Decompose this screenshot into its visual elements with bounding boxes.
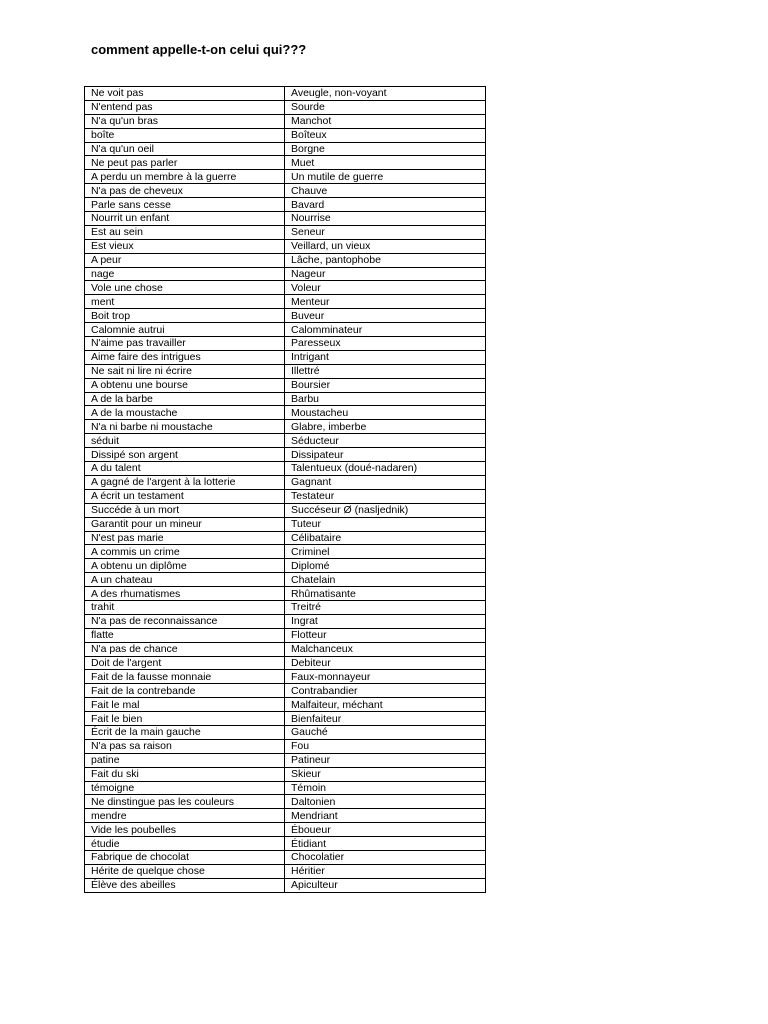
term-cell: Nageur bbox=[285, 267, 486, 281]
table-row bbox=[85, 337, 486, 351]
page-title: comment appelle-t-on celui qui??? bbox=[91, 42, 307, 57]
table-row bbox=[85, 864, 486, 878]
term-cell: Seneur bbox=[285, 225, 486, 239]
description-cell: A de la barbe bbox=[85, 392, 285, 406]
description-cell: A obtenu une bourse bbox=[85, 378, 285, 392]
table-row bbox=[85, 809, 486, 823]
table-row bbox=[85, 670, 486, 684]
description-cell: Élève des abeilles bbox=[85, 878, 285, 892]
table-row bbox=[85, 823, 486, 837]
term-cell: Moustacheu bbox=[285, 406, 486, 420]
table-row bbox=[85, 475, 486, 489]
table-row bbox=[85, 87, 486, 101]
table-row bbox=[85, 878, 486, 892]
description-cell: A commis un crime bbox=[85, 545, 285, 559]
table-row bbox=[85, 545, 486, 559]
description-cell: Parle sans cesse bbox=[85, 198, 285, 212]
description-cell: N'aime pas travailler bbox=[85, 337, 285, 351]
table-row bbox=[85, 170, 486, 184]
term-cell: Témoin bbox=[285, 781, 486, 795]
term-cell: Diplomé bbox=[285, 559, 486, 573]
term-cell: Tuteur bbox=[285, 517, 486, 531]
table-row bbox=[85, 184, 486, 198]
table-row bbox=[85, 753, 486, 767]
term-cell: Patineur bbox=[285, 753, 486, 767]
term-cell: Ingrat bbox=[285, 614, 486, 628]
term-cell: Sourde bbox=[285, 100, 486, 114]
table-row bbox=[85, 712, 486, 726]
description-cell: Fait le bien bbox=[85, 712, 285, 726]
term-cell: Flotteur bbox=[285, 628, 486, 642]
description-cell: Calomnie autrui bbox=[85, 323, 285, 337]
term-cell: Barbu bbox=[285, 392, 486, 406]
term-cell: Debiteur bbox=[285, 656, 486, 670]
description-cell: Écrit de la main gauche bbox=[85, 725, 285, 739]
table-row bbox=[85, 239, 486, 253]
table-row bbox=[85, 212, 486, 226]
term-cell: Boîteux bbox=[285, 128, 486, 142]
description-cell: N'a pas sa raison bbox=[85, 739, 285, 753]
term-cell: Aveugle, non-voyant bbox=[285, 87, 486, 101]
table-row bbox=[85, 392, 486, 406]
table-row bbox=[85, 434, 486, 448]
term-cell: Malchanceux bbox=[285, 642, 486, 656]
description-cell: Nourrit un enfant bbox=[85, 212, 285, 226]
description-cell: N'a ni barbe ni moustache bbox=[85, 420, 285, 434]
term-cell: Voleur bbox=[285, 281, 486, 295]
table-row bbox=[85, 128, 486, 142]
term-cell: Étidiant bbox=[285, 837, 486, 851]
description-cell: boîte bbox=[85, 128, 285, 142]
table-row bbox=[85, 628, 486, 642]
table-row bbox=[85, 267, 486, 281]
description-cell: mendre bbox=[85, 809, 285, 823]
table-row bbox=[85, 725, 486, 739]
description-cell: Boit trop bbox=[85, 309, 285, 323]
table-row bbox=[85, 614, 486, 628]
term-cell: Mendriant bbox=[285, 809, 486, 823]
description-cell: Aime faire des intrigues bbox=[85, 350, 285, 364]
description-cell: Vole une chose bbox=[85, 281, 285, 295]
table-row bbox=[85, 698, 486, 712]
term-cell: Talentueux (doué-nadaren) bbox=[285, 462, 486, 476]
table-row bbox=[85, 406, 486, 420]
vocabulary-table-body bbox=[85, 87, 486, 893]
description-cell: A des rhumatismes bbox=[85, 587, 285, 601]
term-cell: Treitré bbox=[285, 600, 486, 614]
term-cell: Glabre, imberbe bbox=[285, 420, 486, 434]
term-cell: Manchot bbox=[285, 114, 486, 128]
table-row bbox=[85, 420, 486, 434]
term-cell: Nourrise bbox=[285, 212, 486, 226]
description-cell: A du talent bbox=[85, 462, 285, 476]
term-cell: Gauché bbox=[285, 725, 486, 739]
table-row bbox=[85, 642, 486, 656]
table-row bbox=[85, 837, 486, 851]
term-cell: Boursier bbox=[285, 378, 486, 392]
table-row bbox=[85, 587, 486, 601]
term-cell: Criminel bbox=[285, 545, 486, 559]
table-row bbox=[85, 656, 486, 670]
description-cell: A gagné de l'argent à la lotterie bbox=[85, 475, 285, 489]
term-cell: Illettré bbox=[285, 364, 486, 378]
table-row bbox=[85, 142, 486, 156]
description-cell: Ne peut pas parler bbox=[85, 156, 285, 170]
table-row bbox=[85, 295, 486, 309]
description-cell: N'est pas marie bbox=[85, 531, 285, 545]
description-cell: N'a qu'un oeil bbox=[85, 142, 285, 156]
description-cell: nage bbox=[85, 267, 285, 281]
description-cell: Ne voit pas bbox=[85, 87, 285, 101]
table-row bbox=[85, 573, 486, 587]
table-row bbox=[85, 489, 486, 503]
table-row bbox=[85, 462, 486, 476]
table-row bbox=[85, 309, 486, 323]
table-row bbox=[85, 600, 486, 614]
term-cell: Bavard bbox=[285, 198, 486, 212]
description-cell: A de la moustache bbox=[85, 406, 285, 420]
table-row bbox=[85, 503, 486, 517]
table-row bbox=[85, 684, 486, 698]
description-cell: Est vieux bbox=[85, 239, 285, 253]
table-row bbox=[85, 100, 486, 114]
table-row bbox=[85, 225, 486, 239]
description-cell: N'entend pas bbox=[85, 100, 285, 114]
description-cell: patine bbox=[85, 753, 285, 767]
table-row bbox=[85, 350, 486, 364]
term-cell: Skieur bbox=[285, 767, 486, 781]
term-cell: Malfaiteur, méchant bbox=[285, 698, 486, 712]
table-row bbox=[85, 517, 486, 531]
term-cell: Testateur bbox=[285, 489, 486, 503]
term-cell: Daltonien bbox=[285, 795, 486, 809]
description-cell: témoigne bbox=[85, 781, 285, 795]
term-cell: Faux-monnayeur bbox=[285, 670, 486, 684]
term-cell: Chatelain bbox=[285, 573, 486, 587]
term-cell: Borgne bbox=[285, 142, 486, 156]
term-cell: Rhûmatisante bbox=[285, 587, 486, 601]
description-cell: N'a pas de reconnaissance bbox=[85, 614, 285, 628]
description-cell: Doit de l'argent bbox=[85, 656, 285, 670]
table-row bbox=[85, 448, 486, 462]
table-row bbox=[85, 378, 486, 392]
term-cell: Intrigant bbox=[285, 350, 486, 364]
description-cell: Ne sait ni lire ni écrire bbox=[85, 364, 285, 378]
description-cell: Dissipé son argent bbox=[85, 448, 285, 462]
table-row bbox=[85, 323, 486, 337]
term-cell: Lâche, pantophobe bbox=[285, 253, 486, 267]
term-cell: Succéseur Ø (nasljednik) bbox=[285, 503, 486, 517]
table-row bbox=[85, 781, 486, 795]
description-cell: Fabrique de chocolat bbox=[85, 850, 285, 864]
description-cell: Fait le mal bbox=[85, 698, 285, 712]
term-cell: Calomminateur bbox=[285, 323, 486, 337]
description-cell: A obtenu un diplôme bbox=[85, 559, 285, 573]
term-cell: Fou bbox=[285, 739, 486, 753]
table-row bbox=[85, 531, 486, 545]
description-cell: Fait du ski bbox=[85, 767, 285, 781]
description-cell: Vide les poubelles bbox=[85, 823, 285, 837]
term-cell: Apiculteur bbox=[285, 878, 486, 892]
table-row bbox=[85, 767, 486, 781]
description-cell: Fait de la fausse monnaie bbox=[85, 670, 285, 684]
description-cell: Est au sein bbox=[85, 225, 285, 239]
table-row bbox=[85, 795, 486, 809]
term-cell: Séducteur bbox=[285, 434, 486, 448]
table-row bbox=[85, 114, 486, 128]
description-cell: A peur bbox=[85, 253, 285, 267]
description-cell: flatte bbox=[85, 628, 285, 642]
term-cell: Héritier bbox=[285, 864, 486, 878]
term-cell: Chocolatier bbox=[285, 850, 486, 864]
description-cell: N'a pas de cheveux bbox=[85, 184, 285, 198]
table-row bbox=[85, 156, 486, 170]
term-cell: Contrabandier bbox=[285, 684, 486, 698]
description-cell: séduit bbox=[85, 434, 285, 448]
table-row bbox=[85, 364, 486, 378]
description-cell: N'a pas de chance bbox=[85, 642, 285, 656]
term-cell: Célibataire bbox=[285, 531, 486, 545]
description-cell: Ne dinstingue pas les couleurs bbox=[85, 795, 285, 809]
term-cell: Un mutile de guerre bbox=[285, 170, 486, 184]
term-cell: Menteur bbox=[285, 295, 486, 309]
table-row bbox=[85, 253, 486, 267]
description-cell: étudie bbox=[85, 837, 285, 851]
description-cell: trahit bbox=[85, 600, 285, 614]
description-cell: ment bbox=[85, 295, 285, 309]
term-cell: Veillard, un vieux bbox=[285, 239, 486, 253]
description-cell: A perdu un membre à la guerre bbox=[85, 170, 285, 184]
description-cell: Fait de la contrebande bbox=[85, 684, 285, 698]
term-cell: Buveur bbox=[285, 309, 486, 323]
term-cell: Muet bbox=[285, 156, 486, 170]
table-row bbox=[85, 850, 486, 864]
table-row bbox=[85, 739, 486, 753]
term-cell: Gagnant bbox=[285, 475, 486, 489]
vocabulary-table bbox=[84, 86, 486, 893]
table-row bbox=[85, 198, 486, 212]
term-cell: Chauve bbox=[285, 184, 486, 198]
description-cell: Succéde à un mort bbox=[85, 503, 285, 517]
table-row bbox=[85, 559, 486, 573]
term-cell: Éboueur bbox=[285, 823, 486, 837]
description-cell: N'a qu'un bras bbox=[85, 114, 285, 128]
description-cell: Hérite de quelque chose bbox=[85, 864, 285, 878]
term-cell: Bienfaiteur bbox=[285, 712, 486, 726]
description-cell: A écrit un testament bbox=[85, 489, 285, 503]
table-row bbox=[85, 281, 486, 295]
description-cell: Garantit pour un mineur bbox=[85, 517, 285, 531]
term-cell: Paresseux bbox=[285, 337, 486, 351]
term-cell: Dissipateur bbox=[285, 448, 486, 462]
description-cell: A un chateau bbox=[85, 573, 285, 587]
